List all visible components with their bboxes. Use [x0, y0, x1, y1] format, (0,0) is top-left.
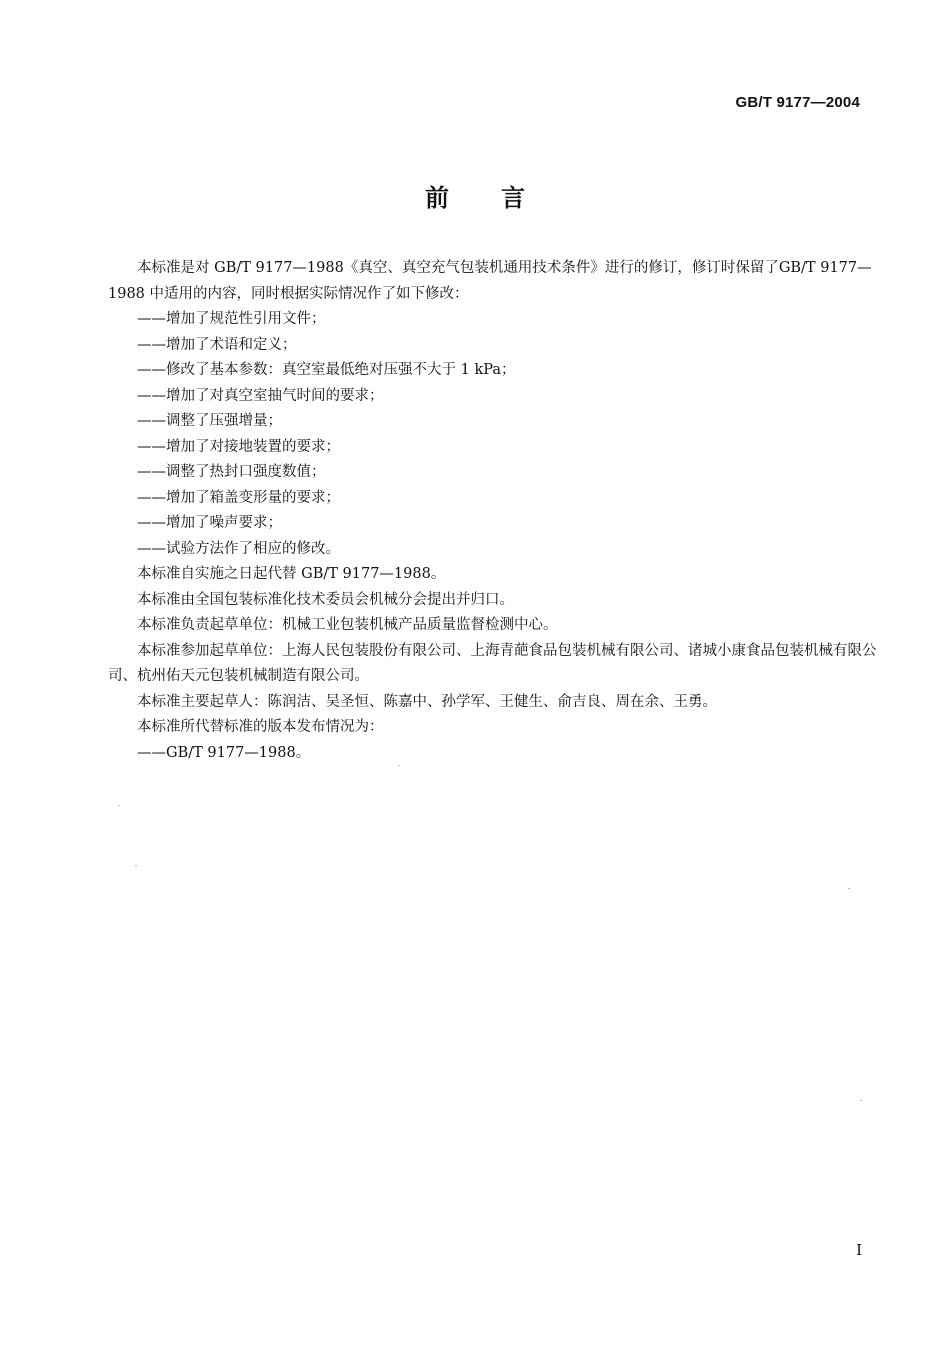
scan-speck [848, 888, 850, 889]
intro-paragraph: 本标准是对 GB/T 9177—1988《真空、真空充气包装机通用技术条件》进行的修订，修订时保留了GB/T 9177—1988 中适用的内容，同时根据实际情况作了如下修改： [108, 260, 872, 302]
page-number: I [856, 1241, 862, 1259]
list-item: ——增加了箱盖变形量的要求； [137, 489, 340, 506]
main-drafters-statement: 本标准主要起草人：陈润洁、吴圣恒、陈嘉中、孙学军、王健生、俞吉良、周在余、王勇。 [137, 693, 717, 710]
lead-drafter-statement: 本标准负责起草单位：机械工业包装机械产品质量监督检测中心。 [137, 617, 558, 633]
list-item: ——增加了噪声要求； [137, 515, 282, 531]
list-item: ——增加了规范性引用文件； [137, 311, 326, 327]
list-item: ——调整了热封口强度数值； [137, 464, 326, 480]
standard-number: GB/T 9177—2004 [735, 94, 860, 111]
replacement-statement: 本标准自实施之日起代替 GB/T 9177—1988。 [137, 566, 446, 582]
list-item: ——GB/T 9177—1988。 [137, 744, 311, 761]
scan-speck [860, 1100, 862, 1101]
list-item: ——增加了术语和定义； [137, 336, 297, 353]
title-char-2: 言 [501, 184, 525, 212]
version-history-statement: 本标准所代替标准的版本发布情况为： [137, 719, 384, 735]
scan-speck [135, 865, 137, 866]
title-char-1: 前 [425, 184, 449, 212]
list-item: ——增加了对接地装置的要求； [137, 438, 340, 455]
list-item: ——修改了基本参数：真空室最低绝对压强不大于 1 kPa； [137, 362, 516, 378]
participating-drafters-statement: 本标准参加起草单位：上海人民包装股份有限公司、上海青葩食品包装机械有限公司、诸城小康食品包装机械有限公司、杭州佑天元包装机械制造有限公司。 [108, 642, 877, 684]
foreword-body [108, 256, 878, 766]
proposer-statement: 本标准由全国包装标准化技术委员会机械分会提出并归口。 [137, 591, 514, 608]
list-item: ——试验方法作了相应的修改。 [137, 540, 340, 557]
version-history-list [108, 741, 878, 767]
scan-speck [398, 765, 400, 766]
list-item: ——调整了压强增量； [137, 413, 282, 429]
page-title [0, 178, 950, 213]
scan-speck [118, 805, 120, 806]
list-item: ——增加了对真空室抽气时间的要求； [137, 387, 384, 404]
changes-list [108, 307, 878, 562]
